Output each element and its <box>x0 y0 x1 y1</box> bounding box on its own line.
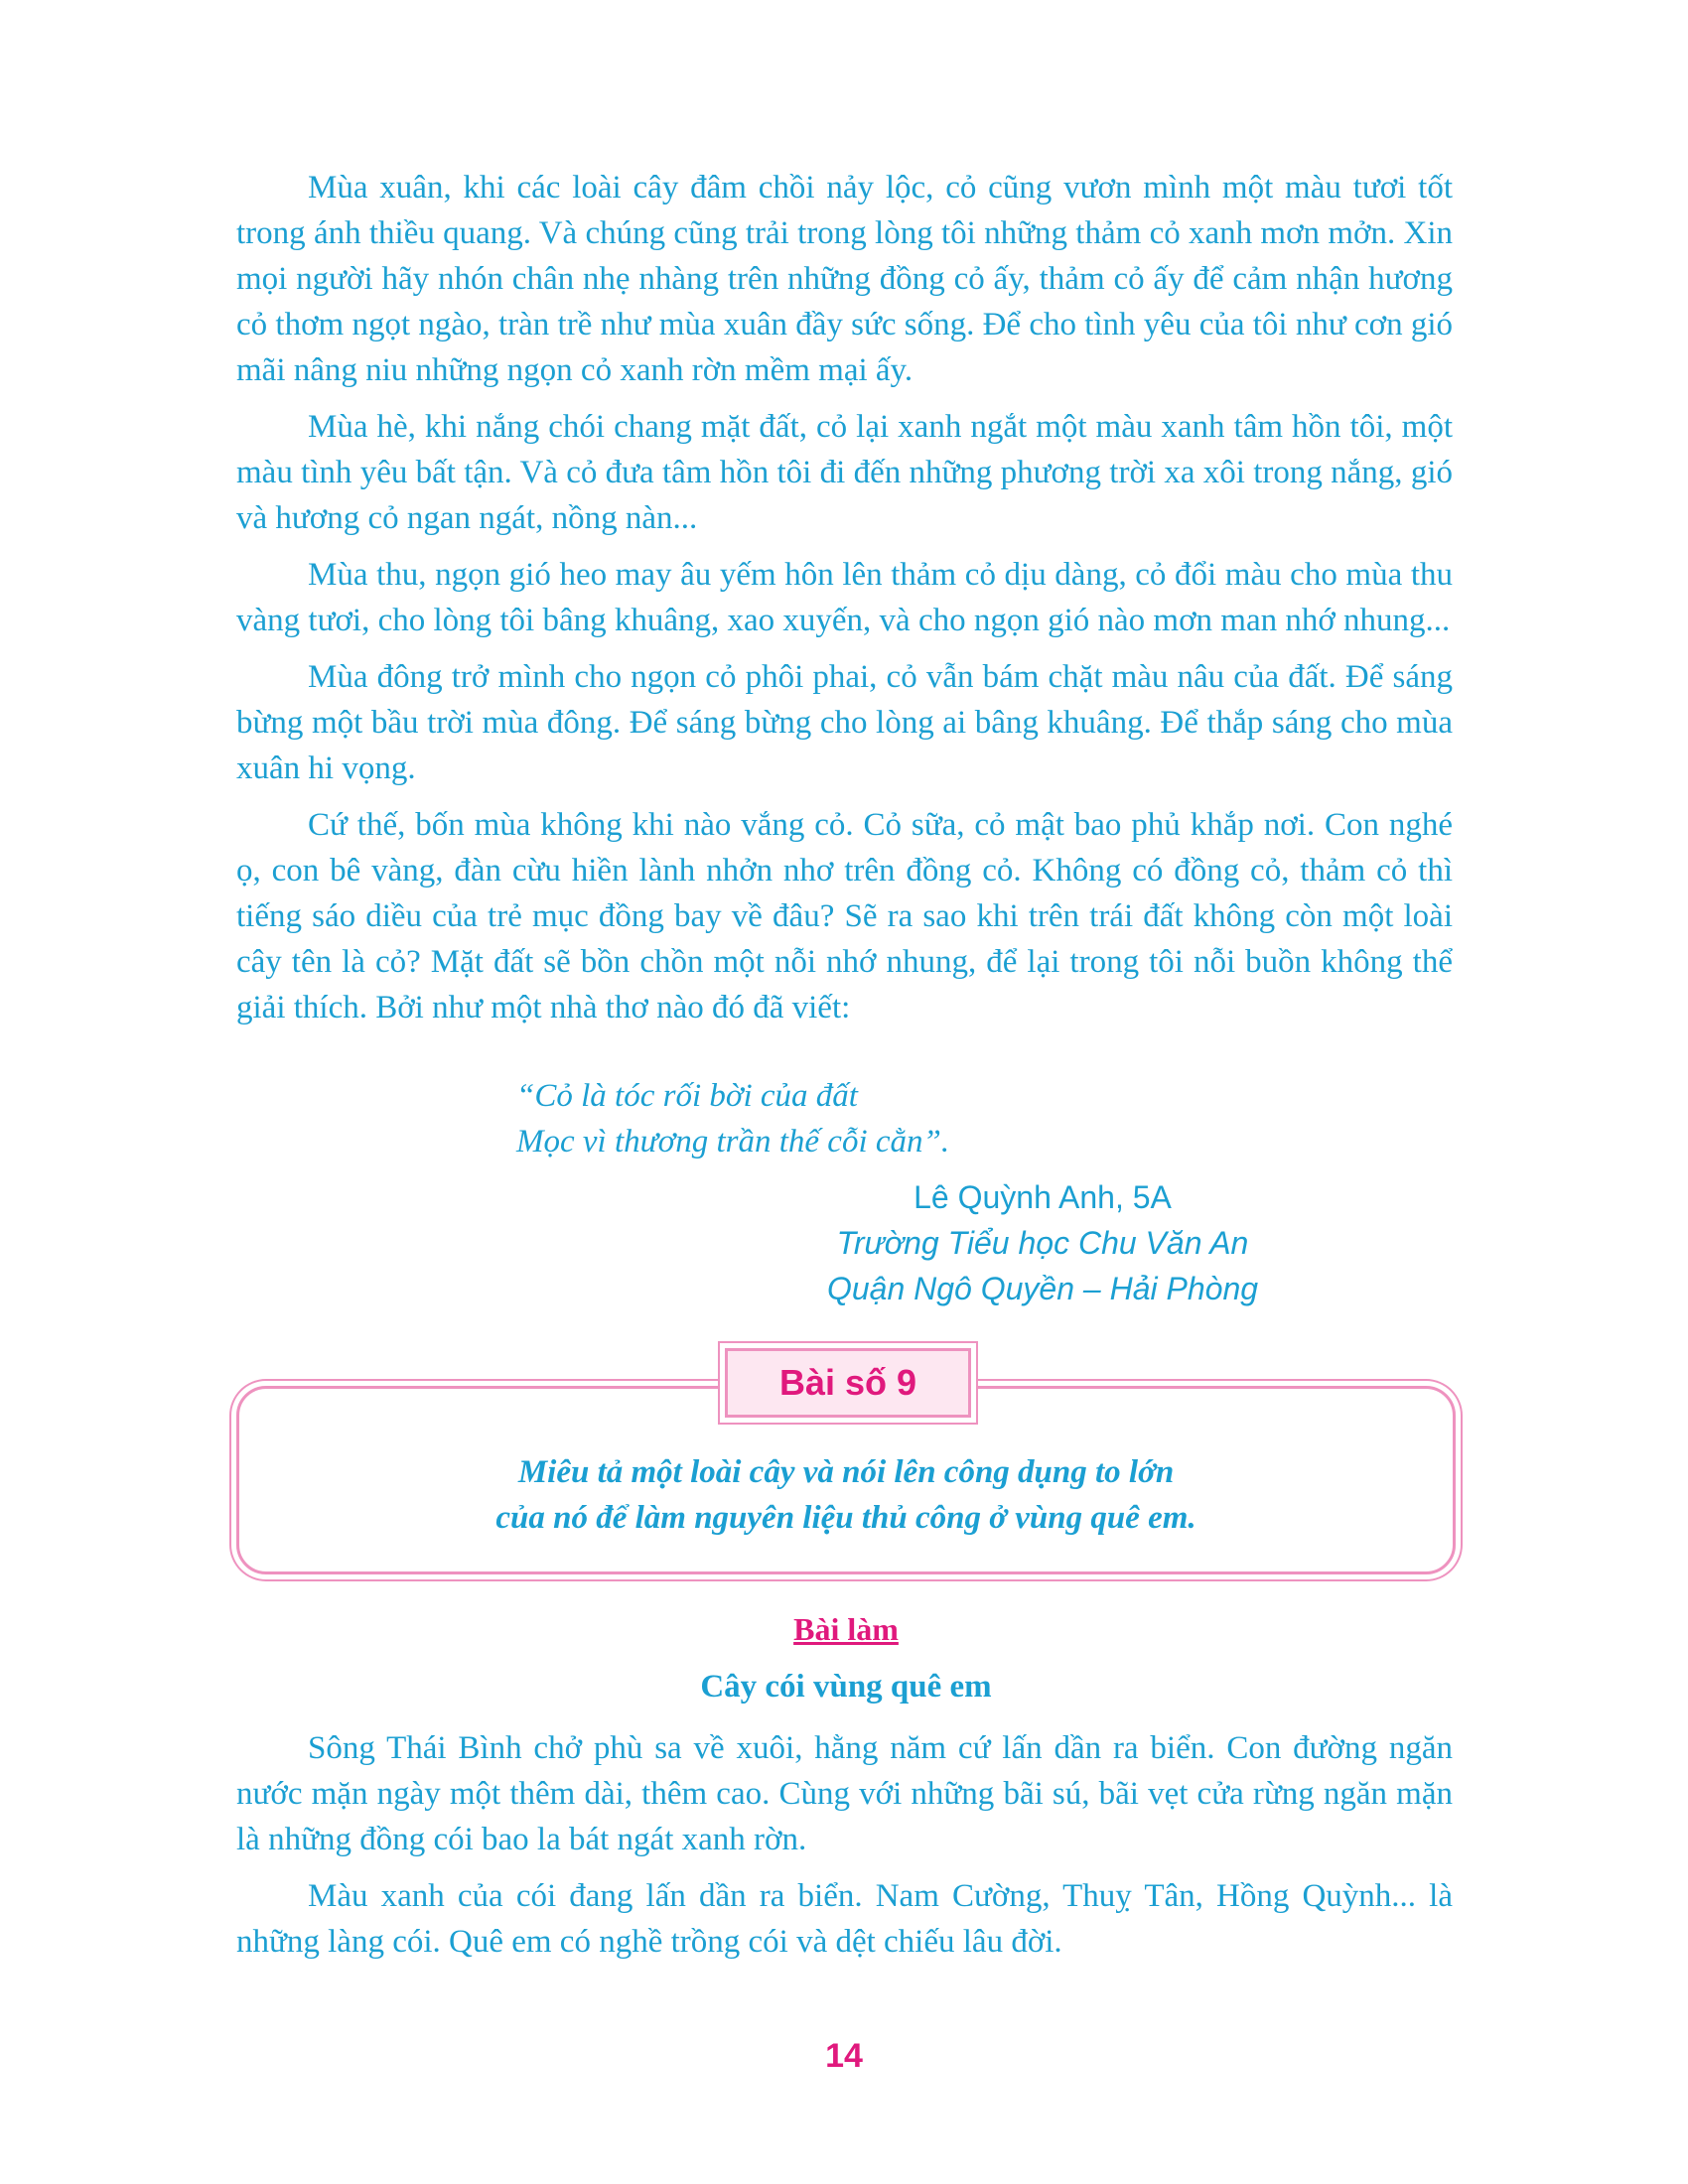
solution-paragraph-1: Sông Thái Bình chở phù sa về xuôi, hằng năm cứ lấn dần ra biển. Con đường ngăn nước mặn ngày một thêm dài, thêm cao. Cùng với những bãi sú, bãi vẹt cửa rừng ngăn mặn là những đồng cói bao la bát ngát xanh rờn. <box>236 1730 1453 1857</box>
page-number: 14 <box>825 2037 863 2075</box>
exercise-task-line-1: Miêu tả một loài cây và nói lên công dụng to lớn <box>517 1454 1175 1490</box>
author-school: Trường Tiểu học Chu Văn An <box>836 1225 1249 1261</box>
essay-paragraph-autumn: Mùa thu, ngọn gió heo may âu yếm hôn lên thảm cỏ dịu dàng, cỏ đổi màu cho mùa thu vàng tươi, cho lòng tôi bâng khuâng, xao xuyến, và cho ngọn gió nào mơn man nhớ nhung... <box>236 557 1453 638</box>
exercise-task-line-2: của nó để làm nguyên liệu thủ công ở vùng quê em. <box>495 1500 1196 1536</box>
essay-paragraph-summer: Mùa hè, khi nắng chói chang mặt đất, cỏ lại xanh ngắt một màu xanh tâm hồn tôi, một màu tình yêu bất tận. Và cỏ đưa tâm hồn tôi đi đến những phương trời xa xôi trong nắng, gió và hương cỏ ngan ngát, nồng nàn... <box>236 409 1453 536</box>
essay-paragraph-conclusion: Cứ thế, bốn mùa không khi nào vắng cỏ. Cỏ sữa, cỏ mật bao phủ khắp nơi. Con nghé ọ, con bê vàng, đàn cừu hiền lành nhởn nhơ trên đồng cỏ. Không có đồng cỏ, thảm cỏ thì tiếng sáo diều của trẻ mục đồng bay về đâu? Sẽ ra sao khi trên trái đất không còn một loài cây tên là cỏ? Mặt đất sẽ bồn chồn một nỗi nhớ nhung, để lại trong tôi nỗi buồn không thể giải thích. Bởi như một nhà thơ nào đó đã viết: <box>236 807 1453 1025</box>
author-location: Quận Ngô Quyền – Hải Phòng <box>826 1271 1259 1306</box>
solution-heading: Bài làm <box>793 1611 899 1647</box>
solution-paragraph-2: Màu xanh của cói đang lấn dần ra biển. Nam Cường, Thuỵ Tân, Hồng Quỳnh... là những làng cói. Quê em có nghề trồng cói và dệt chiếu lâu đời. <box>236 1878 1453 1960</box>
essay-paragraph-winter: Mùa đông trở mình cho ngọn cỏ phôi phai, cỏ vẫn bám chặt màu nâu của đất. Để sáng bừng một bầu trời mùa đông. Để sáng bừng cho lòng ai bâng khuâng. Để thắp sáng cho mùa xuân hi vọng. <box>236 659 1453 786</box>
exercise-task <box>236 1449 1456 1541</box>
solution-body <box>236 1725 1453 1976</box>
author-signature <box>695 1174 1390 1311</box>
essay-body <box>236 165 1453 1041</box>
poem-line-2: Mọc vì thương trần thế cỗi cằn”. <box>516 1124 950 1160</box>
essay-paragraph-spring: Mùa xuân, khi các loài cây đâm chồi nảy lộc, cỏ cũng vươn mình một màu tươi tốt trong ánh thiều quang. Và chúng cũng trải trong lòng tôi những thảm cỏ xanh mơn mởn. Xin mọi người hãy nhón chân nhẹ nhàng trên những đồng cỏ ấy, thảm cỏ ấy để cảm nhận hương cỏ thơm ngọt ngào, tràn trề như mùa xuân đầy sức sống. Để cho tình yêu của tôi như cơn gió mãi nâng niu những ngọn cỏ xanh rờn mềm mại ấy. <box>236 170 1453 388</box>
poem-line-1: “Cỏ là tóc rối bời của đất <box>516 1078 858 1114</box>
author-name: Lê Quỳnh Anh, 5A <box>914 1179 1172 1215</box>
poem-quote <box>516 1073 949 1164</box>
exercise-title: Bài số 9 <box>725 1348 971 1418</box>
solution-essay-title: Cây cói vùng quê em <box>700 1669 992 1705</box>
